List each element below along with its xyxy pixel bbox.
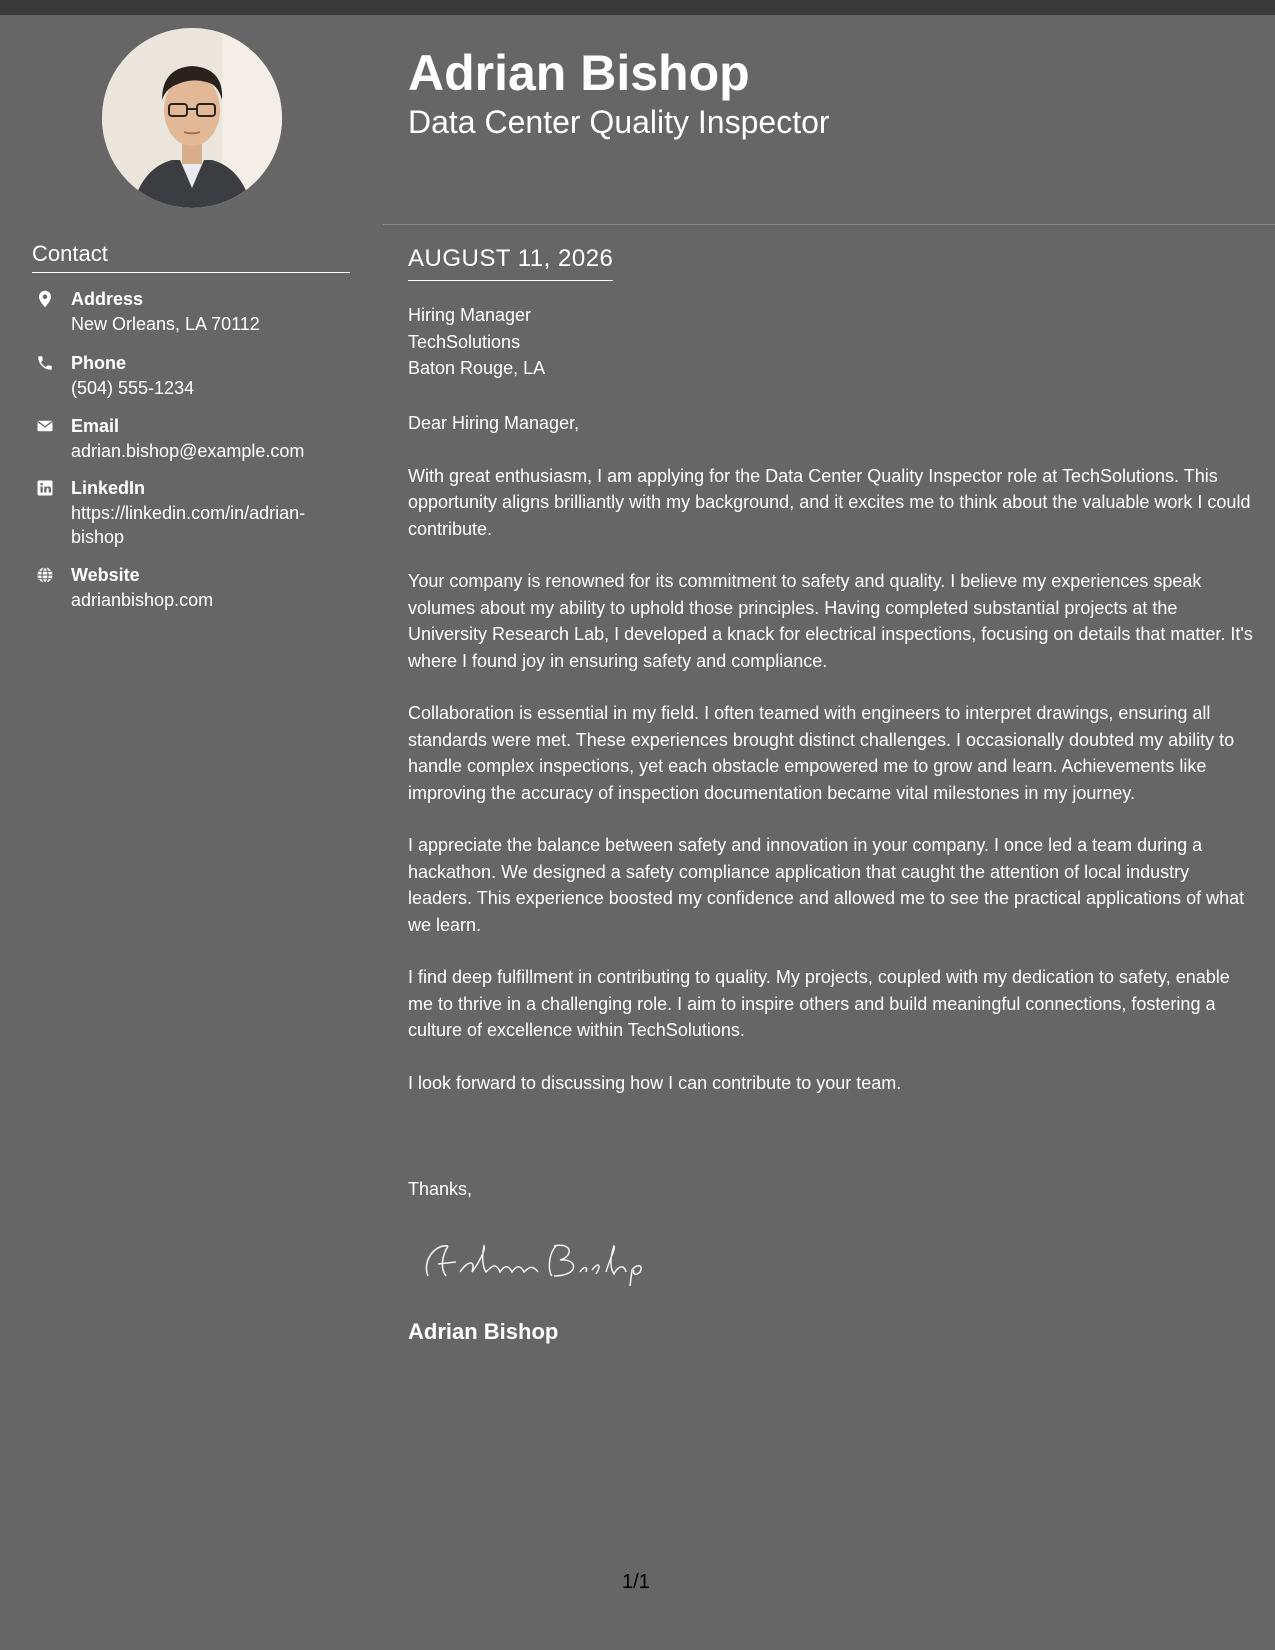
avatar-photo xyxy=(102,28,282,208)
header-divider xyxy=(383,224,1275,225)
envelope-icon xyxy=(36,417,54,435)
contact-label: LinkedIn xyxy=(71,478,146,498)
contact-value[interactable]: adrian.bishop@example.com xyxy=(71,441,305,461)
contact-value[interactable]: https://linkedin.com/in/adrian-bishop xyxy=(71,503,306,547)
contact-label: Phone xyxy=(71,353,127,373)
salutation: Dear Hiring Manager, xyxy=(408,413,580,433)
closing: Thanks, xyxy=(408,1179,473,1199)
paragraph: I appreciate the balance between safety and innovation in your company. I once led a team during a hackathon. We designed a safety compliance application that caught the attention of local industry leaders. This experience boosted my confidence and allowed me to see the practical applications of what we learn. xyxy=(408,835,1245,935)
signer-name: Adrian Bishop xyxy=(408,1319,559,1344)
contact-heading: Contact xyxy=(32,240,350,273)
contact-label: Address xyxy=(71,289,144,309)
contact-value: (504) 555-1234 xyxy=(71,378,195,398)
phone-icon xyxy=(36,354,54,372)
signature xyxy=(420,1232,660,1288)
contact-value[interactable]: adrianbishop.com xyxy=(71,590,214,610)
letter-date: AUGUST 11, 2026 xyxy=(408,244,613,281)
globe-icon xyxy=(36,566,54,584)
linkedin-icon xyxy=(36,479,54,497)
avatar xyxy=(102,28,282,208)
paragraph: With great enthusiasm, I am applying for the Data Center Quality Inspector role at TechSolutions. This opportunity aligns brilliantly with my background, and it excites me to think about the valuable work I could contribute. xyxy=(408,465,1251,539)
paragraph: I look forward to discussing how I can contribute to your team. xyxy=(408,1073,902,1094)
contact-value: New Orleans, LA 70112 xyxy=(71,314,260,334)
job-title: Data Center Quality Inspector xyxy=(408,104,830,140)
page-number: 1/1 xyxy=(622,1571,650,1593)
applicant-name: Adrian Bishop xyxy=(408,45,750,101)
paragraph: I find deep fulfillment in contributing to quality. My projects, coupled with my dedication to safety, enable me to thrive in a challenging role. I aim to inspire others and build meaningful connections, fostering a culture of excellence within TechSolutions. xyxy=(408,967,1230,1041)
recipient-line: TechSolutions xyxy=(408,331,521,352)
letter-body xyxy=(408,410,1253,1123)
paragraph: Your company is renowned for its commitment to safety and quality. I believe my experiences speak volumes about my ability to uphold those principles. Having completed substantial projects at the University Research Lab, I developed a knack for electrical inspections, focusing on details that matter. It's where I found joy in ensuring safety and compliance. xyxy=(408,571,1253,671)
recipient-line: Baton Rouge, LA xyxy=(408,358,546,378)
top-bar xyxy=(0,0,1275,15)
paragraph: Collaboration is essential in my field. I often teamed with engineers to interpret drawings, ensuring all standards were met. These experiences brought distinct challenges. I occasionally doubted my ability to handle complex inspections, yet each obstacle empowered me to grow and learn. Achievements like improving the accuracy of inspection documentation became vital milestones in my journey. xyxy=(408,703,1235,803)
contact-label: Email xyxy=(71,416,120,436)
contact-label: Website xyxy=(71,565,140,585)
recipient-line: Hiring Manager xyxy=(408,305,532,325)
map-pin-icon xyxy=(36,290,54,308)
recipient-block xyxy=(408,302,545,382)
